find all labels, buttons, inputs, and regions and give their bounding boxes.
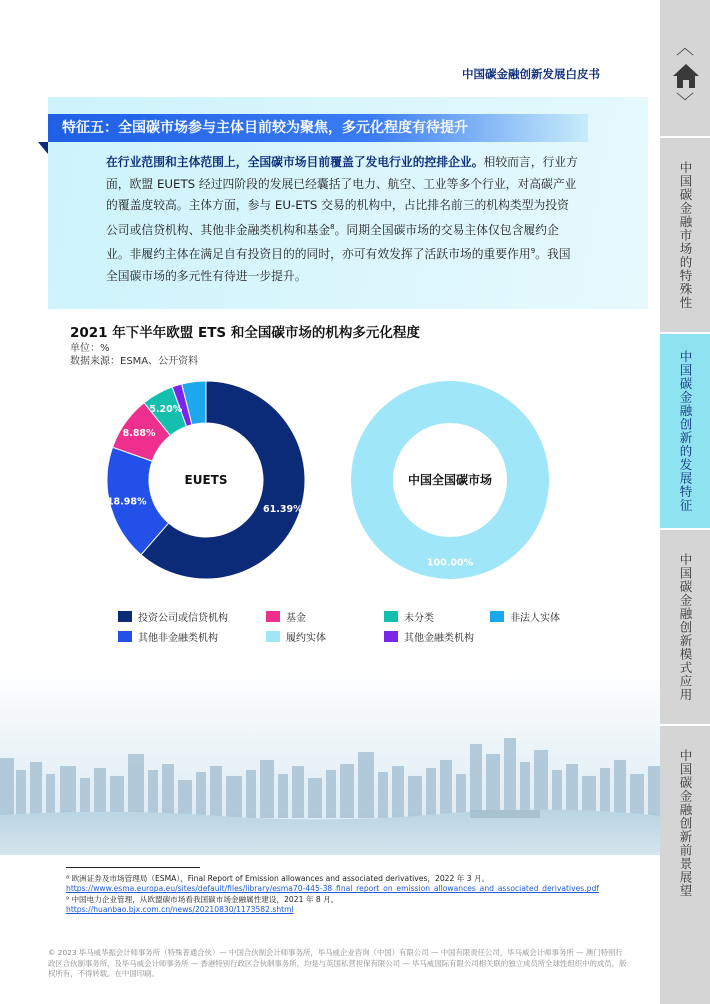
footnote-ref-8[interactable]: 8 — [330, 222, 335, 231]
feature-body-text — [106, 152, 580, 287]
copyright-notice: © 2023 毕马威华振会计师事务所（特殊普通合伙）— 中国合伙制会计师事务所，毕马威企业咨询（中国）有限公司 — 中国有限责任公司，毕马威会计师事务所 — 澳门特别行政区合伙制事务所，及毕马威会计师事务所 — 香港特别行政区合伙制事务所，均是与英国私营担保有限公司 — 毕马威国际有限公司相关联的独立成员所全球性组织中的成员。版权所有，不得转载。在中国印刷。 — [48, 948, 627, 979]
china-donut-chart — [350, 378, 550, 582]
footnotes — [66, 874, 626, 916]
slice-value-label: 5.20% — [149, 404, 183, 416]
legend-label: 未分类 — [404, 612, 434, 624]
document-header-title: 中国碳金融创新发展白皮书 — [462, 67, 600, 81]
page-down-icon[interactable]: ﹀ — [676, 92, 694, 113]
legend-item — [118, 609, 266, 623]
slice-value-label: 100.00% — [426, 557, 474, 569]
footnote-divider — [66, 867, 200, 868]
footnote-ref-9[interactable]: 9 — [530, 247, 536, 256]
tab-chapter-3-label: 中国碳金融创新模式应用 — [678, 552, 693, 702]
legend-swatch — [266, 631, 280, 642]
feature-body-part-1: 相较而言，行业方面，欧盟 EUETS 经过四阶段的发展已经囊括了电力、航空、工业等多个行业，对高碳产业的覆盖度较高。主体方面，参与 EU-ETS 交易的机构中，占比排名前三的机构类型为投资公司或信贷机构、其他非金融类机构和基金 — [106, 155, 578, 237]
legend-label: 其他非金融类机构 — [138, 632, 218, 644]
chapter-navigation — [660, 0, 710, 1004]
feature-lead-sentence: 在行业范围和主体范围上，全国碳市场目前覆盖了发电行业的控排企业。 — [106, 155, 484, 169]
tab-chapter-2-label: 中国碳金融创新的发展特征 — [678, 350, 693, 512]
legend-swatch — [266, 611, 280, 622]
donut-center-label: EUETS — [184, 473, 228, 487]
donut-center-label: 中国全国碳市场 — [407, 473, 493, 487]
chart-legend — [118, 609, 578, 643]
chart-source: 数据来源：ESMA、公开资料 — [70, 356, 199, 367]
slice-value-label: 8.88% — [122, 428, 156, 440]
feature-title-corner — [38, 142, 48, 154]
legend-item — [266, 629, 384, 643]
legend-swatch — [384, 631, 398, 642]
legend-label: 其他金融类机构 — [404, 632, 474, 644]
tab-chapter-1[interactable] — [660, 136, 710, 332]
tab-chapter-4-label: 中国碳金融创新前景展望 — [678, 748, 693, 898]
legend-swatch — [384, 611, 398, 622]
slice-value-label: 18.98% — [106, 496, 147, 508]
chart-unit: 单位：% — [70, 343, 110, 354]
tab-chapter-3[interactable] — [660, 528, 710, 724]
legend-label: 投资公司或信贷机构 — [138, 612, 228, 624]
chart-title: 2021 年下半年欧盟 ETS 和全国碳市场的机构多元化程度 — [70, 325, 420, 341]
feature-body-part-2: 。同期全国碳市场的交易主体仅包含履约企业。非履约主体在满足自有投资目的的同时，亦可有效发挥了活跃市场的重要作用 — [106, 222, 559, 262]
euets-donut-chart — [106, 378, 306, 582]
legend-swatch — [118, 631, 132, 642]
footnote-8-text: ⁸ 欧洲证券及市场管理局（ESMA），Final Report of Emission allowances and associated derivatives，2022 年 3 月。 — [66, 874, 490, 883]
legend-item — [384, 629, 490, 643]
legend-label: 基金 — [286, 612, 306, 624]
legend-label: 履约实体 — [286, 632, 326, 644]
legend-item — [384, 609, 490, 623]
home-icon[interactable] — [672, 62, 700, 90]
footnote-8-link[interactable]: https://www.esma.europa.eu/sites/default/files/library/esma70-445-38_final_report_on_emission_allowances_and_associated_derivatives.pdf — [66, 884, 599, 894]
footnote-8 — [66, 874, 626, 895]
footnote-9-text: ⁹ 中国电力企业管理，从欧盟碳市场看我国碳市场金融属性建设，2021 年 8 月。 — [66, 894, 339, 904]
tab-chapter-4[interactable] — [660, 724, 710, 920]
footnote-9-link[interactable]: https://huanbao.bjx.com.cn/news/20210830/1173582.shtml — [66, 905, 294, 915]
legend-item — [118, 629, 266, 643]
legend-swatch — [490, 611, 504, 622]
slice-value-label: 61.39% — [263, 504, 303, 516]
page-up-icon[interactable]: ︿ — [676, 38, 694, 59]
legend-item — [490, 609, 590, 623]
legend-swatch — [118, 611, 132, 622]
tab-chapter-2[interactable] — [660, 332, 710, 528]
feature-title: 特征五：全国碳市场参与主体目前较为聚焦，多元化程度有待提升 — [48, 114, 588, 142]
feature-body-part-3: 。我国全国碳市场的多元性有待进一步提升。 — [106, 247, 571, 283]
legend-label: 非法人实体 — [510, 612, 560, 624]
city-skyline-image — [0, 670, 660, 855]
footnote-9 — [66, 895, 626, 916]
legend-item — [266, 609, 384, 623]
tab-chapter-1-label: 中国碳金融市场的特殊性 — [678, 160, 693, 310]
